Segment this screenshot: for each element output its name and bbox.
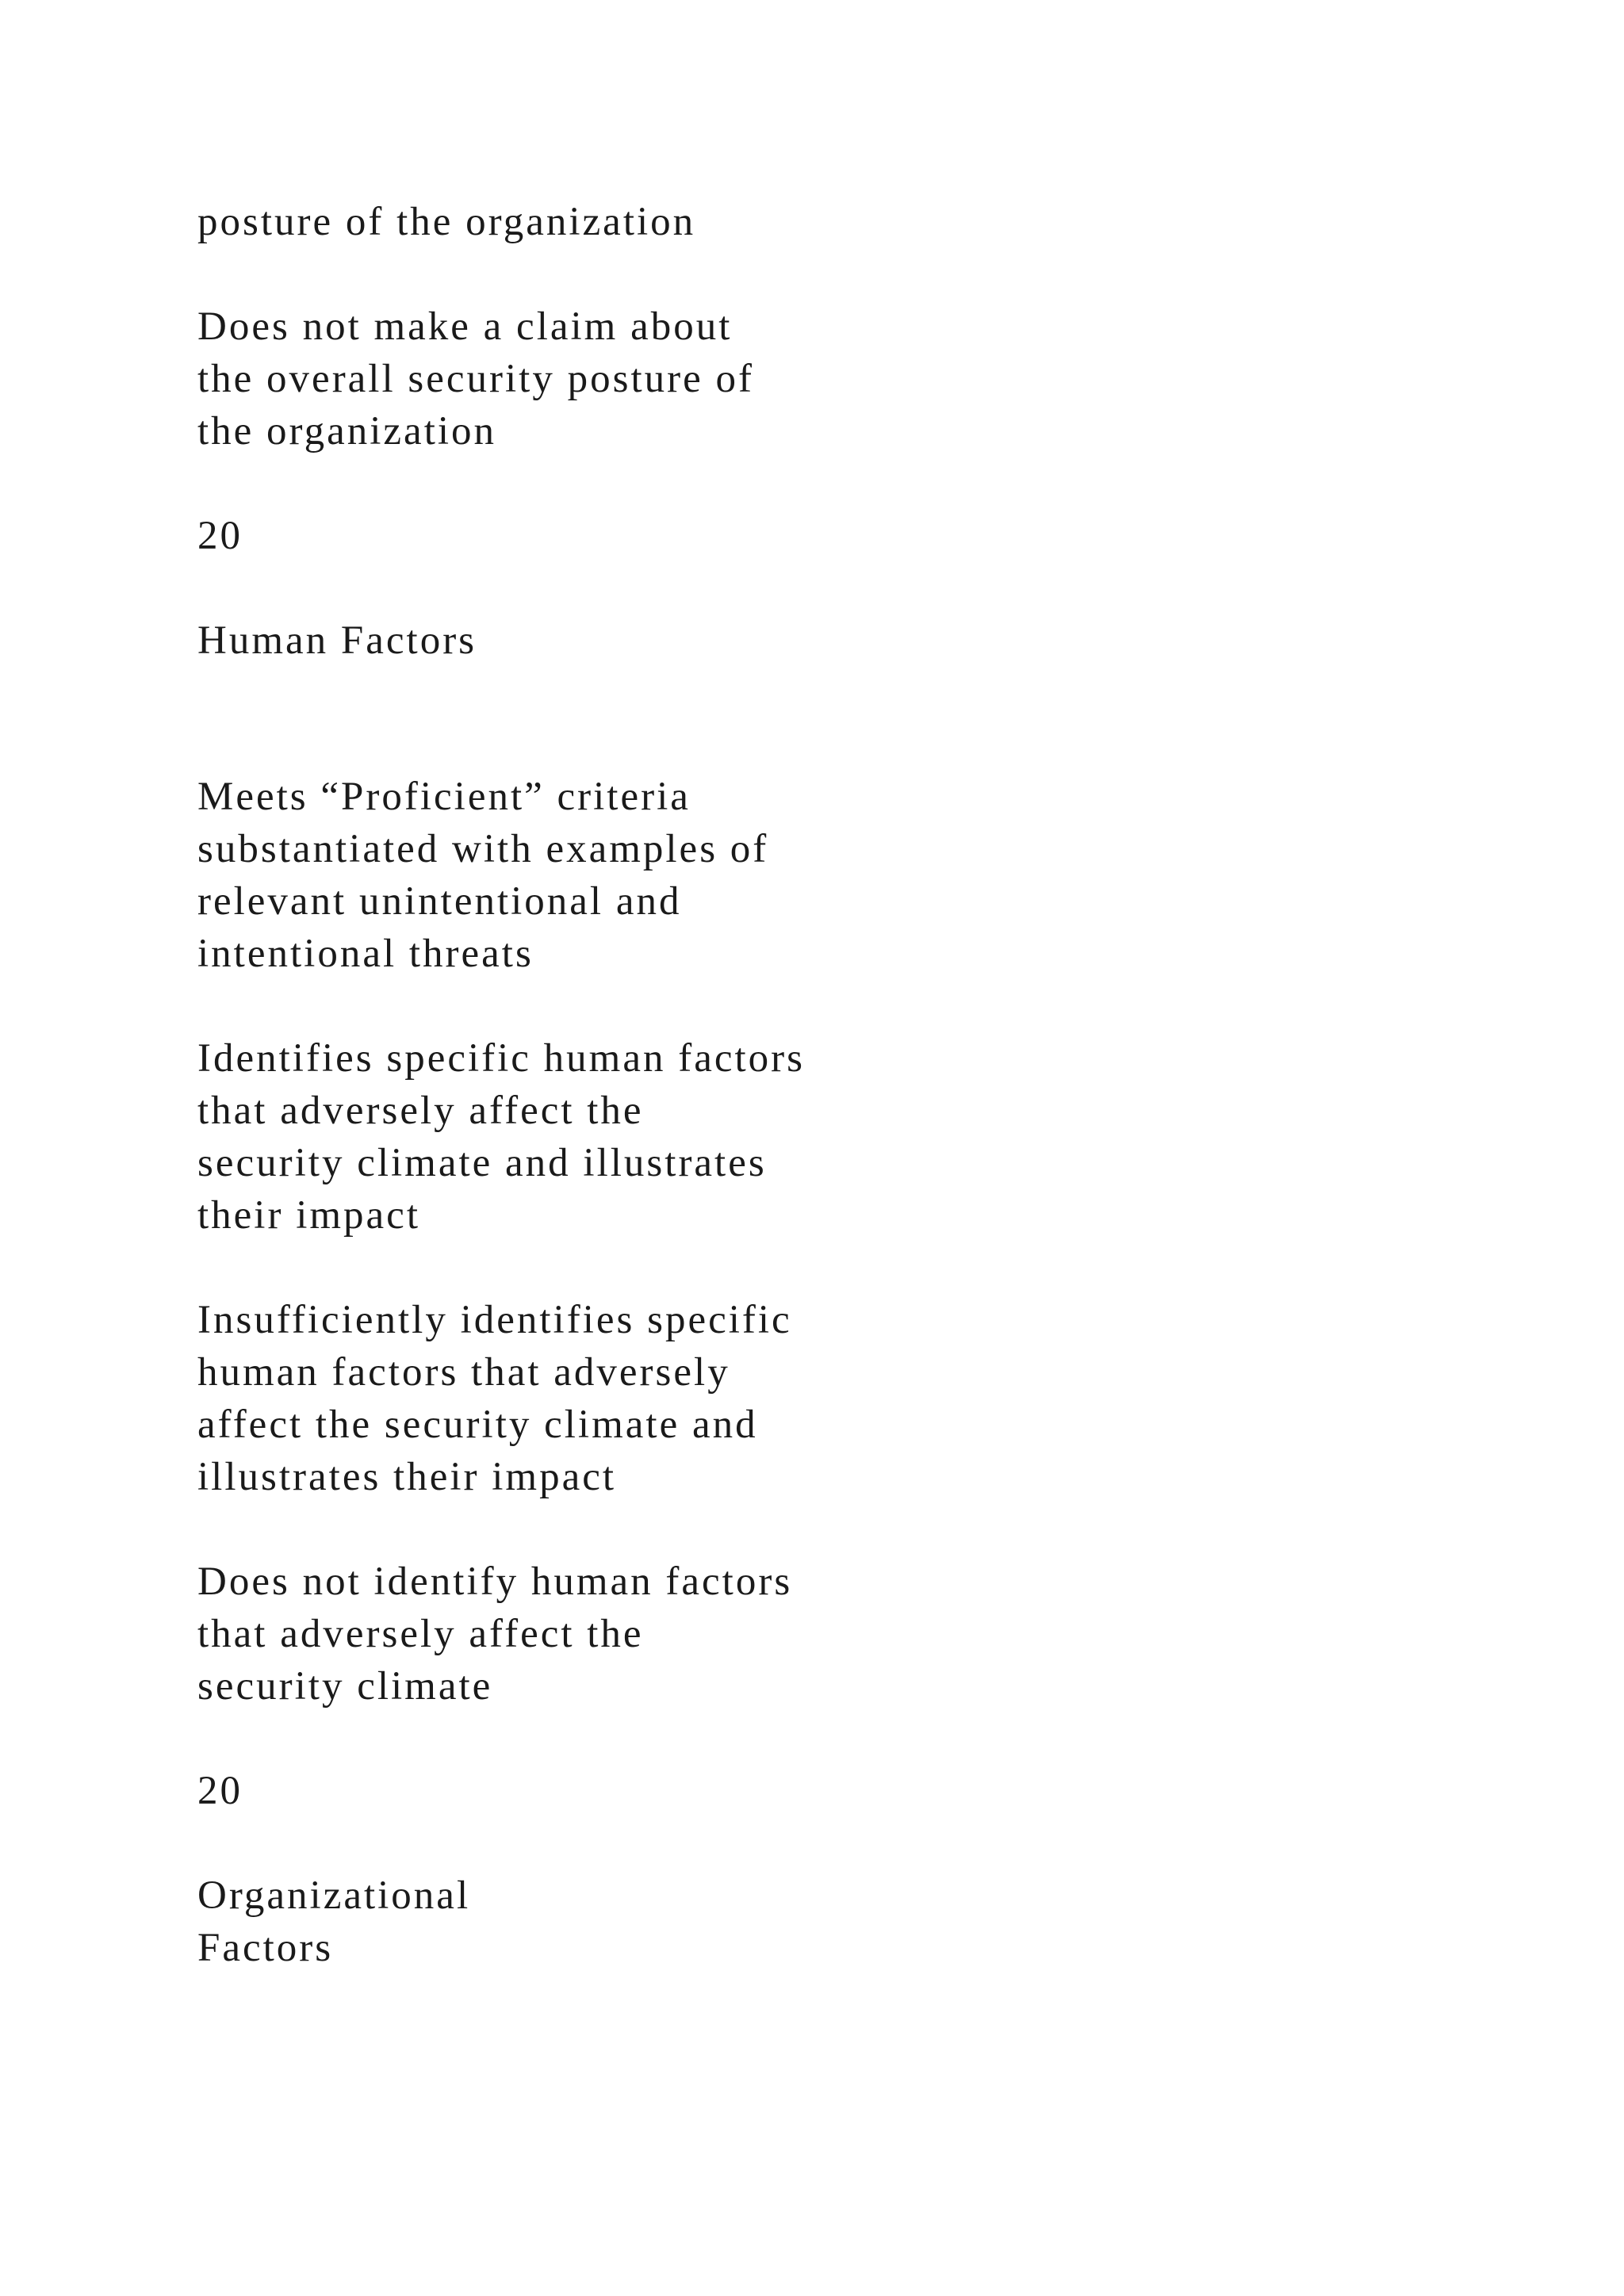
text-line: that adversely affect the bbox=[197, 1089, 644, 1133]
text-line: Does not identify human factors bbox=[197, 1559, 793, 1604]
criterion-title: Organizational bbox=[197, 1873, 471, 1918]
text-line: posture of the organization bbox=[197, 200, 696, 244]
text-line: illustrates their impact bbox=[197, 1455, 617, 1499]
text-line: that adversely affect the bbox=[197, 1612, 644, 1656]
text-line: intentional threats bbox=[197, 932, 534, 976]
text-line: the overall security posture of bbox=[197, 357, 754, 401]
text-line: Does not make a claim about bbox=[197, 304, 733, 349]
text-line: human factors that adversely bbox=[197, 1350, 730, 1395]
score-value: 20 bbox=[197, 1769, 243, 1813]
criterion-title: Factors bbox=[197, 1926, 334, 1970]
text-line: their impact bbox=[197, 1193, 420, 1238]
criterion-title: Human Factors bbox=[197, 618, 477, 663]
text-line: relevant unintentional and bbox=[197, 879, 682, 924]
text-line: substantiated with examples of bbox=[197, 827, 769, 871]
score-value: 20 bbox=[197, 514, 243, 558]
text-line: Meets “Proficient” criteria bbox=[197, 775, 691, 819]
text-line: affect the security climate and bbox=[197, 1402, 758, 1447]
text-line: Insufficiently identifies specific bbox=[197, 1298, 792, 1342]
text-line: the organization bbox=[197, 409, 497, 453]
text-line: security climate and illustrates bbox=[197, 1141, 767, 1185]
text-line: security climate bbox=[197, 1664, 493, 1709]
text-line: Identifies specific human factors bbox=[197, 1036, 805, 1081]
